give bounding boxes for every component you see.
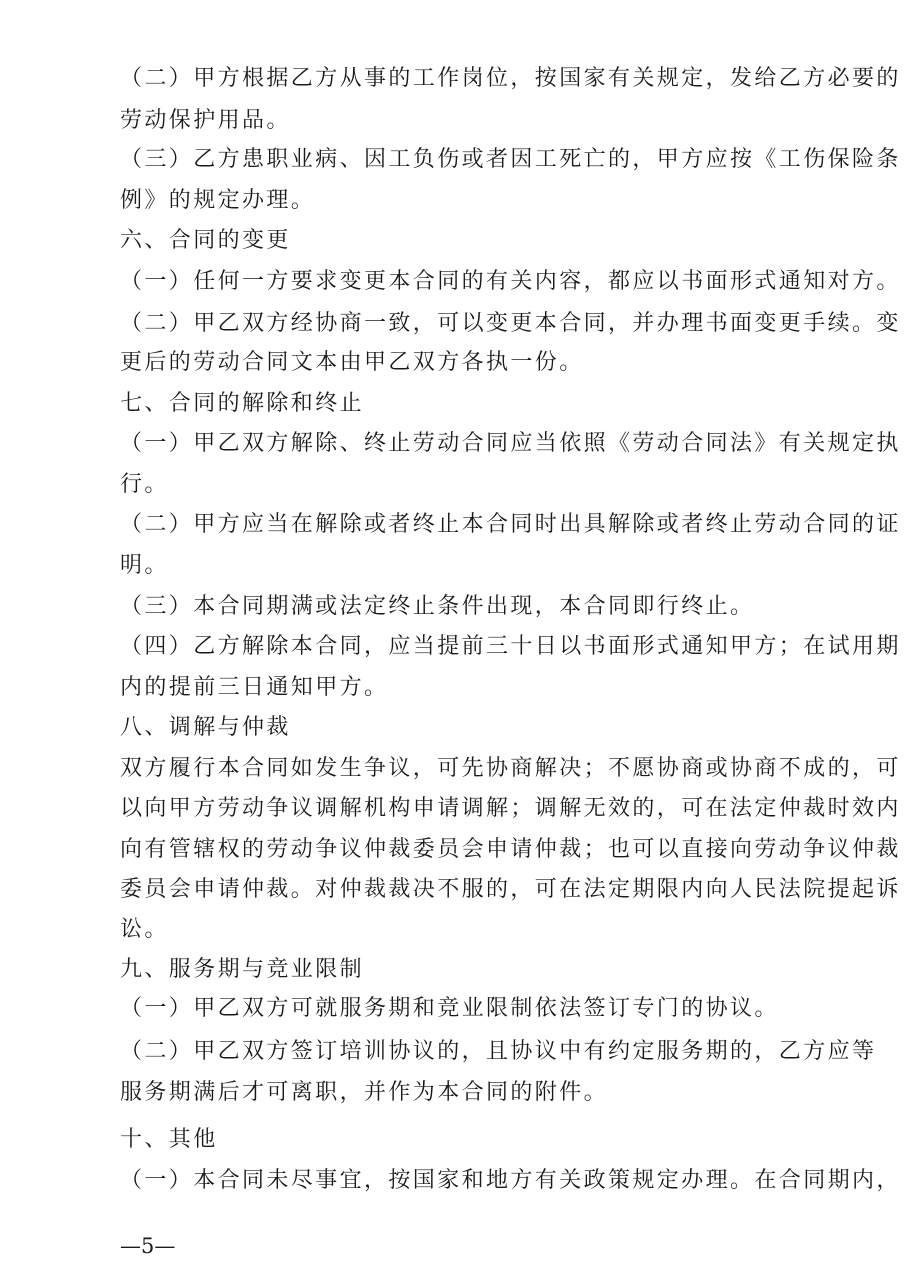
- text-line: （一）本合同未尽事宜，按国家和地方有关政策规定办理。在合同期内，: [120, 1168, 901, 1193]
- text-line: （一）甲乙双方可就服务期和竞业限制依法签订专门的协议。: [120, 996, 779, 1021]
- text-line: （一）任何一方要求变更本合同的有关内容，都应以书面形式通知对方。: [120, 269, 901, 294]
- section-heading: 七、合同的解除和终止: [120, 391, 365, 416]
- text-line: 讼。: [120, 917, 169, 942]
- text-line: （三）本合同期满或法定终止条件出现，本合同即行终止。: [120, 594, 755, 619]
- text-line: （三）乙方患职业病、因工负伤或者因工死亡的，甲方应按《工伤保险条: [120, 147, 901, 172]
- text-line: 服务期满后才可离职，并作为本合同的附件。: [120, 1080, 609, 1105]
- text-line: 委员会申请仲裁。对仲裁裁决不服的，可在法定期限内向人民法院提起诉: [120, 877, 901, 902]
- section-heading: 八、调解与仲裁: [120, 715, 291, 740]
- page-number: —5—: [120, 1234, 176, 1258]
- text-line: 更后的劳动合同文本由甲乙双方各执一份。: [120, 350, 584, 375]
- text-line: 行。: [120, 472, 169, 497]
- text-line: （二）甲乙双方签订培训协议的，且协议中有约定服务期的，乙方应等: [120, 1039, 877, 1064]
- text-line: （二）甲方根据乙方从事的工作岗位，按国家有关规定，发给乙方必要的: [120, 66, 901, 91]
- text-line: 例》的规定办理。: [120, 188, 316, 213]
- section-heading: 六、合同的变更: [120, 228, 291, 253]
- section-heading: 九、服务期与竞业限制: [120, 957, 365, 982]
- text-line: （四）乙方解除本合同，应当提前三十日以书面形式通知甲方；在试用期: [120, 634, 901, 659]
- text-line: （二）甲方应当在解除或者终止本合同时出具解除或者终止劳动合同的证: [120, 512, 901, 537]
- text-line: 劳动保护用品。: [120, 108, 291, 133]
- text-line: 内的提前三日通知甲方。: [120, 675, 389, 700]
- text-line: 向有管辖权的劳动争议仲裁委员会申请仲裁；也可以直接向劳动争议仲裁: [120, 837, 901, 862]
- text-line: 明。: [120, 553, 169, 578]
- text-line: 双方履行本合同如发生争议，可先协商解决；不愿协商或协商不成的，可: [120, 756, 901, 781]
- text-line: （二）甲乙双方经协商一致，可以变更本合同，并办理书面变更手续。变: [120, 311, 901, 336]
- text-line: 以向甲方劳动争议调解机构申请调解；调解无效的，可在法定仲裁时效内: [120, 796, 901, 821]
- section-heading: 十、其他: [120, 1127, 218, 1152]
- text-line: （一）甲乙双方解除、终止劳动合同应当依照《劳动合同法》有关规定执: [120, 431, 901, 456]
